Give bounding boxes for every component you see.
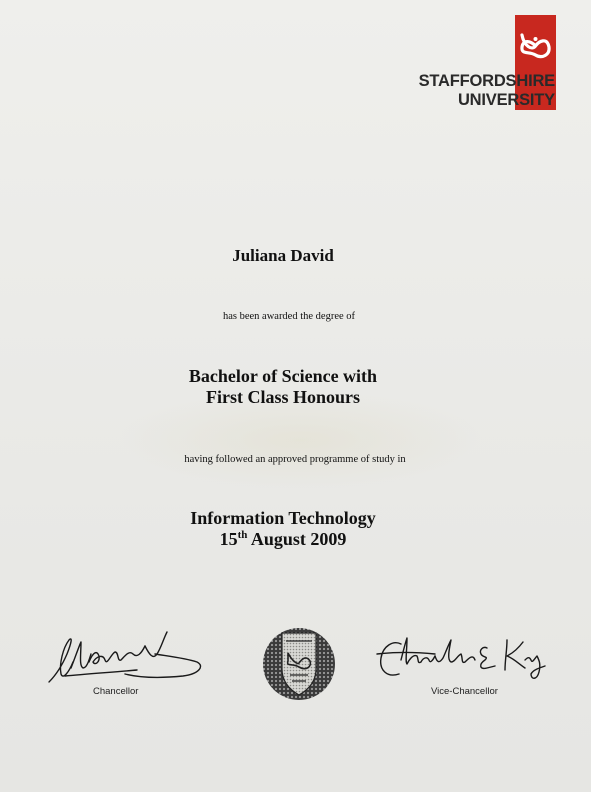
university-name-line2: UNIVERSITY (457, 91, 555, 109)
degree-line1: Bachelor of Science with (188, 366, 378, 386)
degree-line2: First Class Honours (205, 387, 360, 407)
date-suffix: th (237, 529, 248, 541)
date-day: 15 (219, 529, 238, 549)
vice-chancellor-signature (375, 630, 550, 686)
subject-name: Information Technology (190, 508, 376, 528)
chancellor-signature (45, 624, 210, 686)
subject-block (0, 508, 566, 550)
degree-title (0, 366, 566, 408)
award-intro: has been awarded the degree of (222, 311, 356, 322)
vice-chancellor-caption: Vice-Chancellor (431, 686, 498, 697)
chancellor-caption: Chancellor (93, 686, 139, 697)
university-seal-icon (262, 627, 336, 701)
award-date (0, 529, 566, 550)
study-statement: having followed an approved programme of study in (184, 454, 406, 465)
university-name-line1: STAFFORDSHIRE (418, 72, 555, 90)
recipient-name: Juliana David (232, 246, 334, 265)
date-rest: August 2009 (247, 529, 347, 549)
